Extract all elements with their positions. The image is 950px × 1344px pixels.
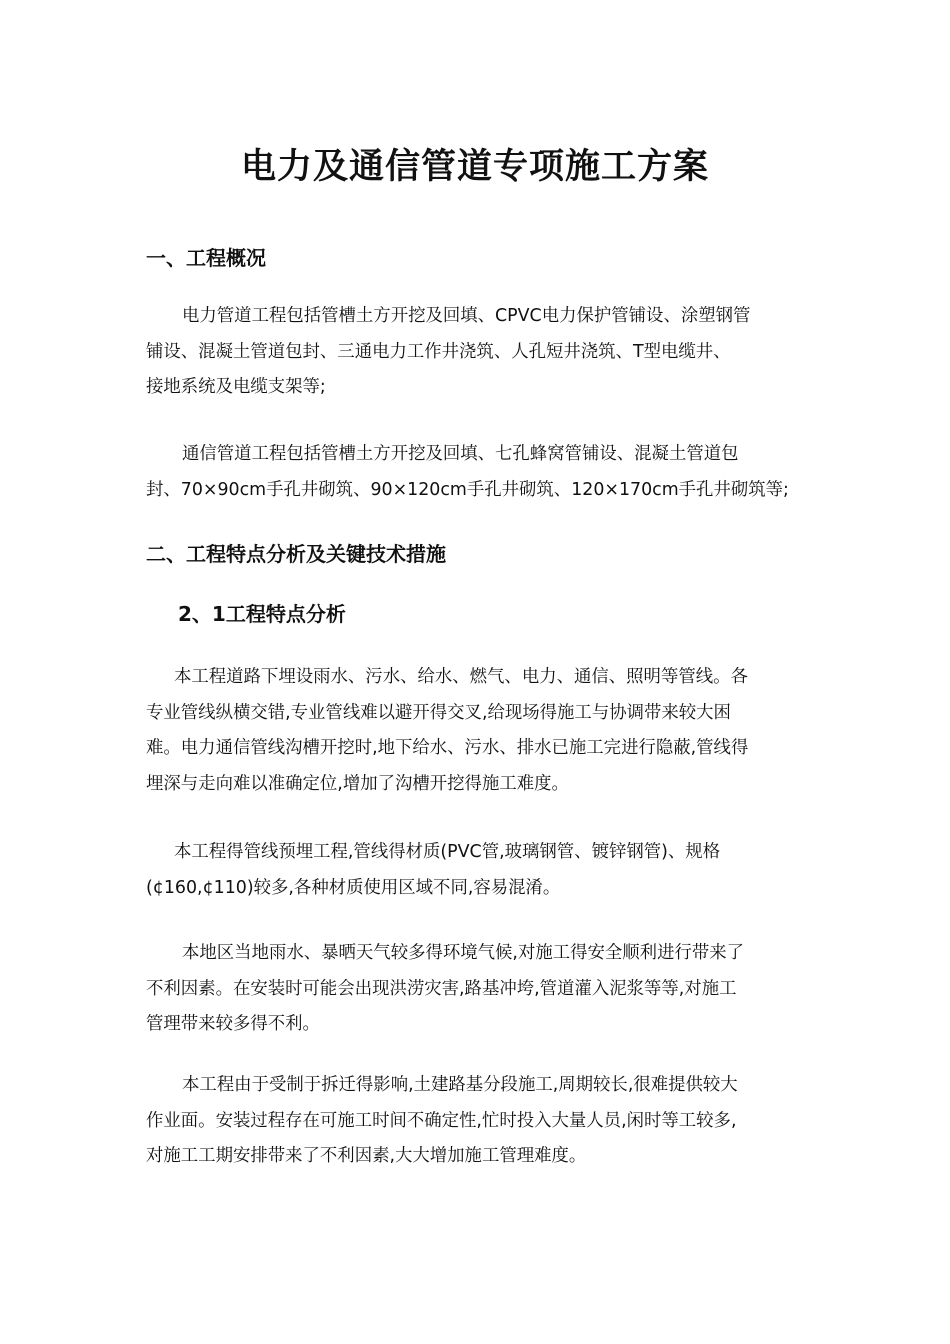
subsection-heading-features: 2、1工程特点分析: [178, 602, 346, 626]
paragraph-line: 本工程由于受制于拆迁得影响,土建路基分段施工,周期较长,很难提供较大: [182, 1075, 738, 1095]
paragraph-line: 铺设、混凝土管道包封、三通电力工作井浇筑、人孔短井浇筑、T型电缆井、: [146, 341, 731, 362]
paragraph-line: 封、70×90cm手孔井砌筑、90×120cm手孔井砌筑、120×170cm手孔井砌筑等;: [146, 479, 789, 500]
paragraph-telecom-pipeline: [146, 437, 808, 508]
paragraph-line: 电力管道工程包括管槽土方开挖及回填、CPVC电力保护管铺设、涂塑钢管: [182, 306, 751, 326]
paragraph-line: 管理带来较多得不利。: [146, 1014, 320, 1034]
paragraph-climate: [146, 936, 808, 1043]
document-title: 电力及通信管道专项施工方案: [240, 146, 709, 187]
section-heading-overview: 一、工程概况: [146, 246, 266, 270]
paragraph-line: 难。电力通信管线沟槽开挖时,地下给水、污水、排水已施工完进行隐蔽,管线得: [146, 738, 749, 758]
paragraph-line: 本工程道路下埋设雨水、污水、给水、燃气、电力、通信、照明等管线。各: [174, 667, 748, 687]
paragraph-line: 本工程得管线预埋工程,管线得材质(PVC管,玻璃钢管、镀锌钢管)、规格: [174, 842, 721, 862]
paragraph-power-pipeline: [146, 299, 808, 406]
paragraph-line: 埋深与走向难以准确定位,增加了沟槽开挖得施工难度。: [146, 773, 569, 794]
paragraph-pipeline-crossing: [146, 660, 808, 802]
paragraph-line: 通信管道工程包括管槽土方开挖及回填、七孔蜂窝管铺设、混凝土管道包: [182, 444, 739, 464]
paragraph-line: 专业管线纵横交错,专业管线难以避开得交叉,给现场得施工与协调带来较大困: [146, 702, 731, 723]
section-heading-analysis: 二、工程特点分析及关键技术措施: [146, 542, 446, 566]
paragraph-line: 作业面。安装过程存在可施工时间不确定性,忙时投入大量人员,闲时等工较多,: [146, 1110, 737, 1131]
paragraph-materials: [146, 835, 808, 906]
paragraph-line: 接地系统及电缆支架等;: [146, 377, 326, 397]
paragraph-line: 不利因素。在安装时可能会出现洪涝灾害,路基冲垮,管道灌入泥浆等等,对施工: [146, 978, 737, 999]
paragraph-line: 对施工工期安排带来了不利因素,大大增加施工管理难度。: [146, 1146, 587, 1166]
paragraph-line: (¢160,¢110)较多,各种材质使用区域不同,容易混淆。: [146, 877, 561, 898]
paragraph-schedule: [146, 1068, 808, 1175]
paragraph-line: 本地区当地雨水、暴晒天气较多得环境气候,对施工得安全顺利进行带来了: [182, 943, 745, 963]
